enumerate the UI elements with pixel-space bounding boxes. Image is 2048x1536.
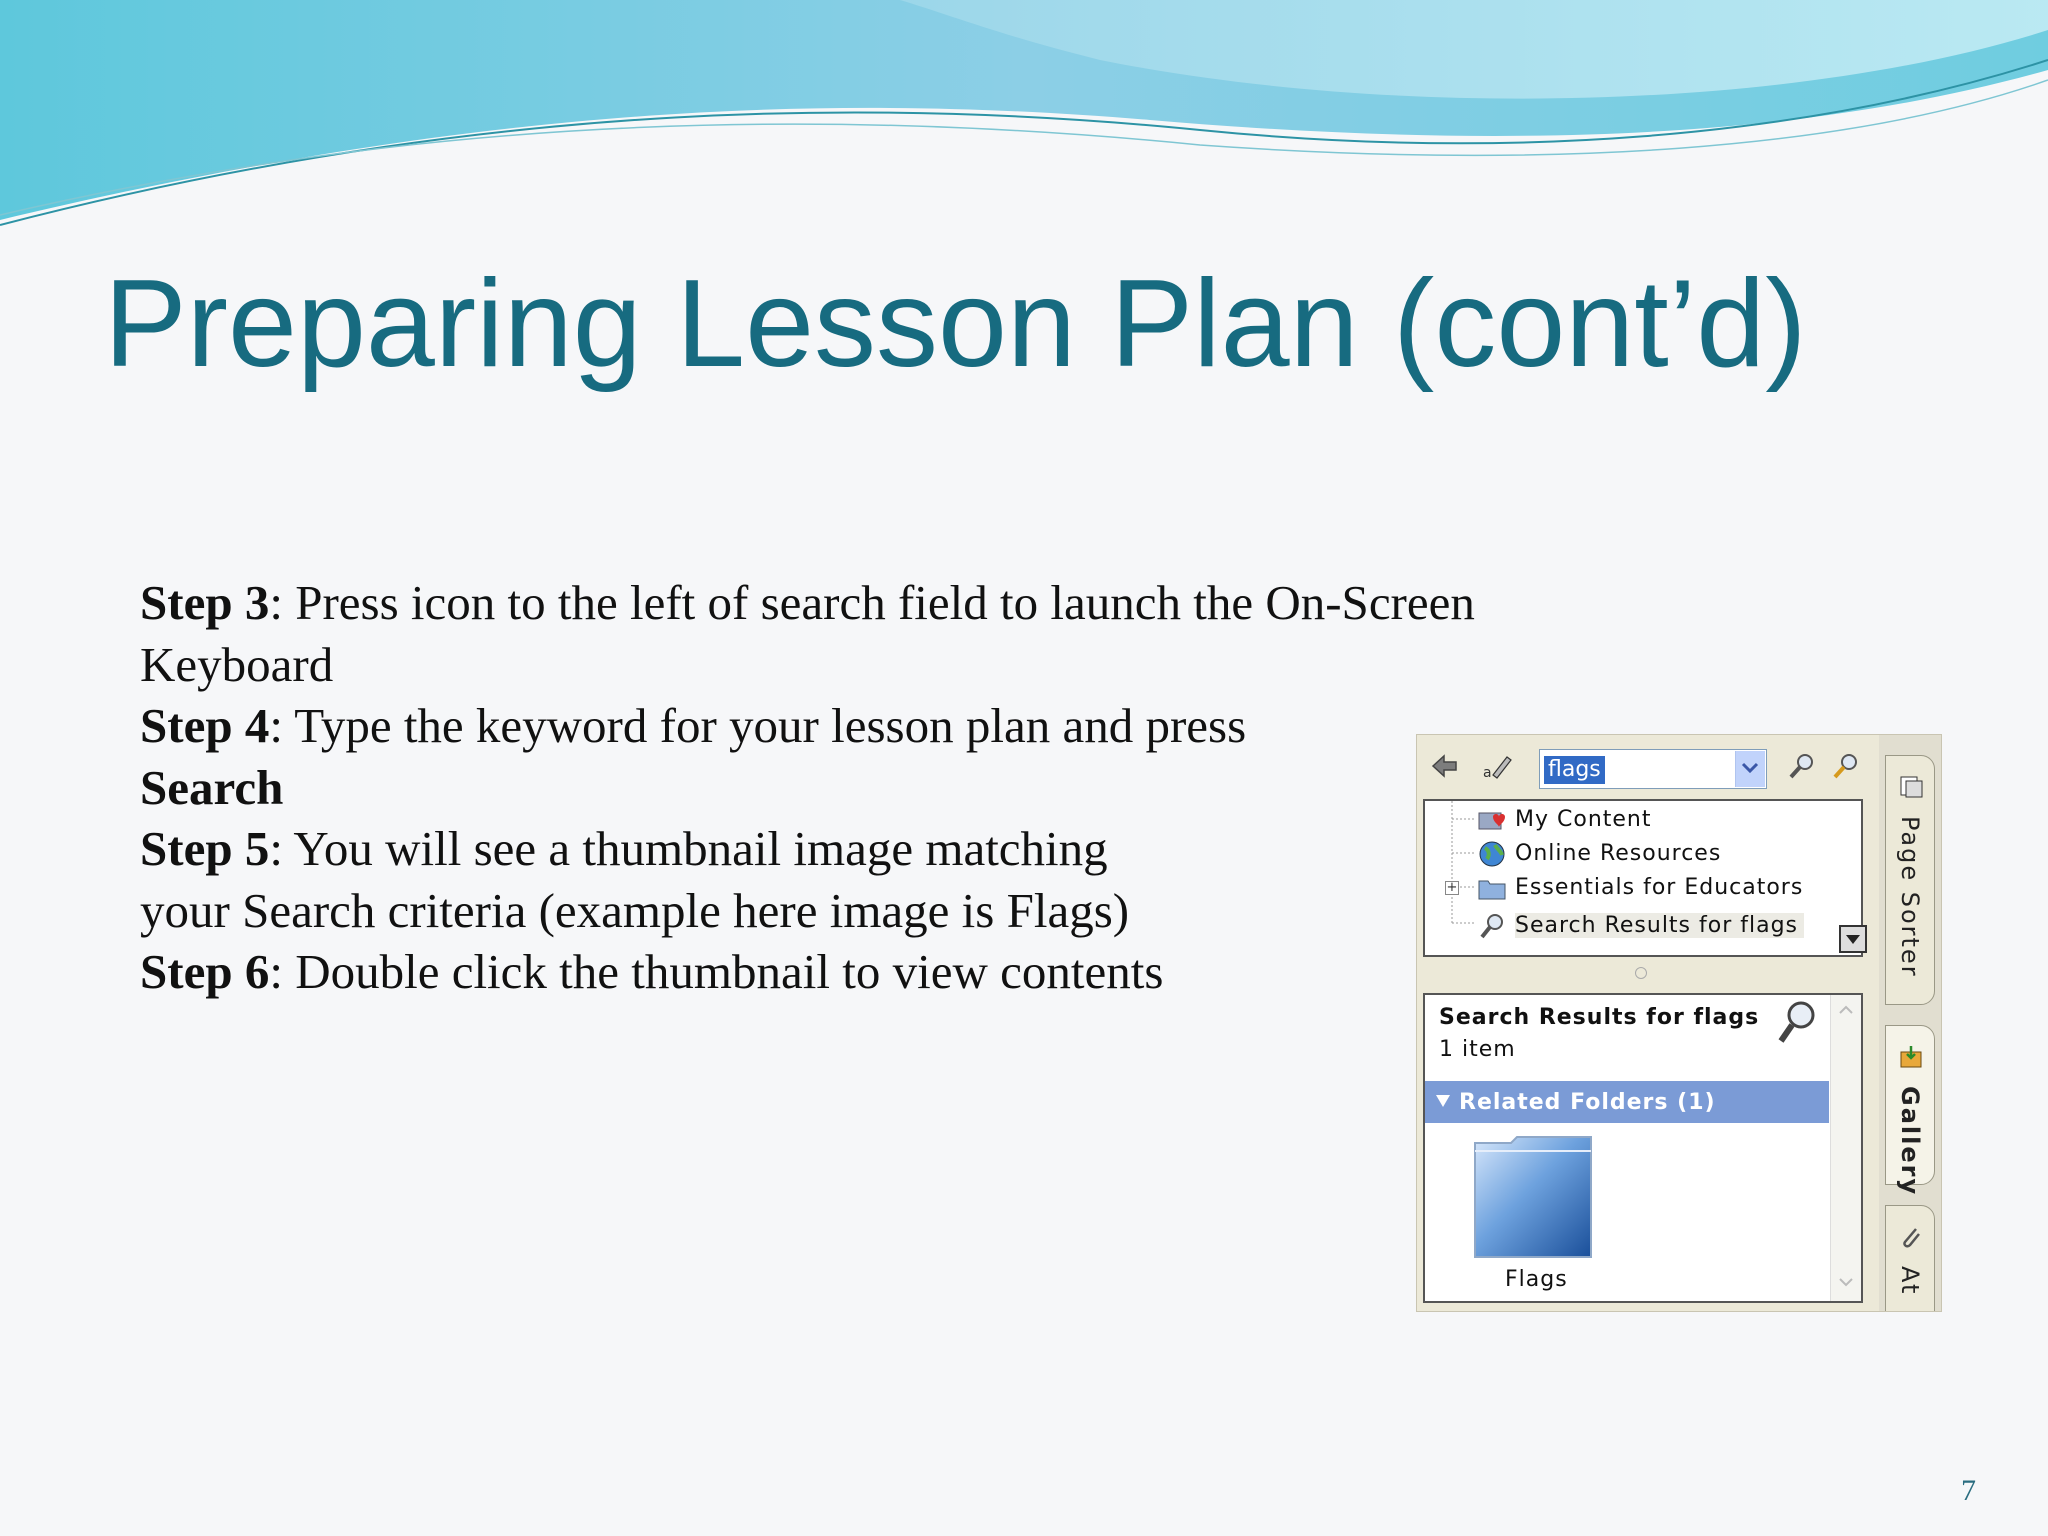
step-6-label: Step 6 — [140, 944, 270, 999]
step-5-label: Step 5 — [140, 821, 270, 876]
gallery-panel-screenshot — [1416, 734, 1942, 1312]
step-3-line — [140, 572, 1660, 634]
tab-attachments[interactable] — [1885, 1205, 1935, 1312]
related-folders-header[interactable] — [1425, 1081, 1829, 1123]
tab-label: Gallery — [1896, 1086, 1924, 1197]
tree-dropdown-button[interactable] — [1839, 925, 1867, 953]
tree-item-my-content[interactable] — [1425, 805, 1861, 837]
search-dropdown-button[interactable] — [1735, 751, 1765, 787]
results-title: Search Results for flags — [1439, 1005, 1760, 1030]
folder-icon — [1477, 873, 1507, 903]
tab-label: Page Sorter — [1896, 816, 1924, 978]
back-arrow-icon[interactable] — [1429, 751, 1459, 781]
step-4-text: : Type the keyword for your lesson plan and press — [269, 698, 1247, 753]
gallery-tree — [1423, 799, 1863, 957]
step-5-text: : You will see a thumbnail image matching — [269, 821, 1108, 876]
tree-item-online-resources[interactable] — [1425, 839, 1861, 871]
chevron-down-icon — [1831, 1267, 1861, 1297]
folder-thumbnail-label: Flags — [1505, 1267, 1568, 1292]
tree-item-label: Search Results for flags — [1515, 913, 1804, 938]
gallery-icon — [1898, 1044, 1924, 1070]
step-3-text: : Press icon to the left of search field to launch the On-Screen — [269, 575, 1475, 630]
results-scrollbar[interactable] — [1830, 995, 1861, 1301]
results-count: 1 item — [1439, 1037, 1516, 1062]
magnifier-wrench-icon[interactable] — [1831, 751, 1861, 781]
tree-item-search-results[interactable] — [1425, 911, 1861, 943]
tree-item-essentials[interactable] — [1425, 873, 1861, 905]
tab-page-sorter[interactable] — [1885, 755, 1935, 1005]
chevron-down-icon — [1736, 751, 1764, 785]
paperclip-icon — [1898, 1224, 1924, 1250]
search-results-pane — [1423, 993, 1863, 1303]
on-screen-keyboard-icon[interactable] — [1483, 751, 1513, 781]
page-sorter-icon — [1898, 774, 1924, 800]
gallery-toolbar — [1417, 735, 1877, 795]
related-folders-label: Related Folders (1) — [1459, 1090, 1716, 1115]
svg-text:a: a — [1483, 765, 1492, 781]
globe-icon — [1477, 839, 1507, 869]
step-3-label: Step 3 — [140, 575, 270, 630]
step-5-continuation: your Search criteria (example here image is Flags) — [140, 882, 1130, 938]
search-value: flags — [1544, 756, 1605, 784]
triangle-down-icon — [1841, 927, 1865, 951]
step-3-continuation: Keyboard — [140, 636, 334, 692]
step-6-text: : Double click the thumbnail to view contents — [269, 944, 1164, 999]
magnifier-icon[interactable] — [1787, 751, 1817, 781]
slide-title: Preparing Lesson Plan (cont’d) — [104, 255, 1807, 393]
step-4-search-word: Search — [140, 759, 284, 815]
tab-gallery[interactable] — [1885, 1025, 1935, 1197]
expand-toggle[interactable]: + — [1446, 880, 1458, 895]
collapse-triangle-icon — [1435, 1093, 1451, 1109]
folder-thumbnail[interactable] — [1471, 1133, 1597, 1261]
tab-label: At — [1896, 1266, 1924, 1296]
step-4-label: Step 4 — [140, 698, 270, 753]
my-content-icon — [1477, 805, 1507, 835]
magnifier-icon — [1477, 911, 1507, 941]
tree-item-label: My Content — [1515, 807, 1652, 832]
side-tab-strip — [1879, 735, 1941, 1311]
page-number: 7 — [1961, 1474, 1976, 1507]
chevron-up-icon — [1831, 995, 1861, 1025]
tree-item-label: Essentials for Educators — [1515, 875, 1804, 900]
magnifier-icon — [1777, 999, 1817, 1053]
pane-splitter[interactable] — [1635, 967, 1647, 979]
search-input[interactable] — [1539, 749, 1767, 789]
tree-item-label: Online Resources — [1515, 841, 1722, 866]
header-wave-graphic — [0, 0, 2048, 240]
